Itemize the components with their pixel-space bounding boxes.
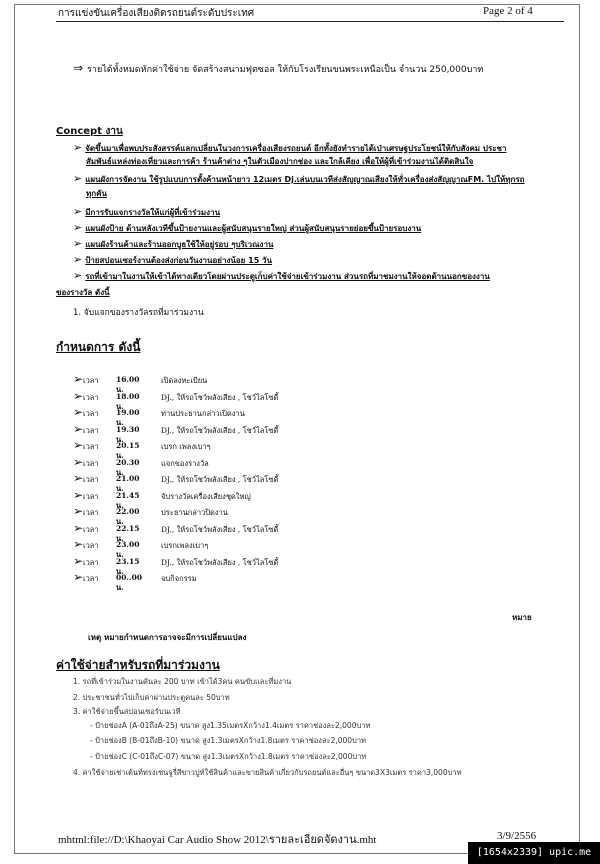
schedule-activity: DJ., ให้รถโชว์พลังเสียง , โชว์ไลโซดี้	[161, 524, 279, 534]
arrow-bullet-icon: ➢	[73, 221, 83, 234]
schedule-time: 22.00 น.	[116, 507, 140, 526]
schedule-time-label: เวลา	[83, 524, 99, 534]
expense-item: 4. ค่าใช้จ่ายเช่าเต้นท์ทรงเซนจูรี่สีขาวปูท์ใช้สินค้าและขายสินค้าเกี่ยวกับรถยนต์และอื่นๆ ขนาด3X3เมตร ราคา3,000บาท	[73, 768, 462, 777]
arrow-bullet-icon: ➢	[73, 438, 84, 452]
schedule-activity: DJ., ให้รถโชว์พลังเสียง , โชว์ไลโซดี้	[161, 557, 279, 567]
arrow-bullet-icon: ➢	[73, 253, 83, 266]
arrow-bullet-icon: ➢	[73, 237, 83, 250]
expense-item: 3. ค่าใช้จ่ายขึ้นสปอนเซอร์บนเวที	[73, 707, 181, 716]
schedule-time-label: เวลา	[83, 392, 99, 402]
schedule-time: 00..00 น.	[116, 573, 143, 592]
schedule-heading: กำหนดการ ดังนี้	[56, 340, 141, 354]
schedule-time: 19.00 น.	[116, 408, 140, 427]
concept-heading-en: Concept	[56, 126, 102, 137]
schedule-time-label: เวลา	[83, 574, 99, 583]
header-divider	[56, 21, 564, 22]
footer-date: 3/9/2556	[497, 830, 537, 842]
footer-path: mhtml:file://D:\Khaoyai Car Audio Show 2012\รายละเอียดจัดงาน.mht	[58, 834, 377, 846]
schedule-time-label: เวลา	[83, 541, 99, 550]
arrow-bullet-icon: ➢	[73, 471, 84, 485]
schedule-time: 23.00 น.	[116, 540, 140, 559]
arrow-bullet-icon: ➢	[73, 537, 84, 551]
schedule-time: 20.15 น.	[116, 441, 140, 460]
arrow-bullet-icon: ➢	[73, 421, 84, 436]
expenses-heading: ค่าใช้จ่ายสำหรับรถที่มาร่วมงาน	[56, 658, 220, 672]
arrow-bullet-icon: ➢	[73, 487, 84, 502]
arrow-bullet-icon: ➢	[73, 570, 84, 584]
concept-item: ➢ มีการรับแจกรางวัลให้แก่ผู้ที่เข้าร่วมงาน	[73, 205, 221, 218]
schedule-time: 23.15 น.	[116, 556, 140, 576]
schedule-activity: เปิดลงทะเบียน	[161, 376, 208, 385]
schedule-time-label: เวลา	[83, 557, 99, 567]
concept-heading	[56, 124, 123, 139]
note-label: หมาย	[512, 613, 532, 622]
expense-item: 1. รถที่เข้าร่วมในงานคันละ 200 บาท เข้าได้3คน คนขับและที่มงาน	[73, 677, 292, 686]
schedule-time: 22.15 น.	[116, 523, 140, 543]
concept-item: ➢ แผนผังการจัดงาน ใช้รูปแบบการตั้งค้านหน้ายาว 12เมตร Dj.เล่นบนเวทีส่งสัญญาณเสียงให้ทั่วเครื่องส่งสัญญาณFM. ไปให้ทุกรถ	[73, 172, 525, 185]
schedule-time-label: เวลา	[83, 425, 99, 435]
concept-item-cont: ของรางวัล ดังนี้	[56, 288, 110, 297]
schedule-note: เหตุ หมายกำหนดการอาจจะมีการเปลี่ยนแปลง	[88, 633, 247, 642]
schedule-time-label: เวลา	[83, 508, 99, 517]
schedule-time-label: เวลา	[83, 475, 99, 484]
schedule-activity: จบกิจกรรม	[161, 574, 197, 583]
schedule-time: 21.45 น.	[116, 490, 140, 510]
arrow-bullet-icon: ➢	[73, 504, 84, 518]
prize-numbered-item: 1. จับแจกของรางวัลรถที่มาร่วมงาน	[73, 308, 204, 318]
schedule-time: 20.30 น.	[116, 457, 140, 477]
double-arrow-icon: ⇒	[73, 61, 84, 75]
concept-item-cont: สัมพันธ์แหล่งท่องเที่ยวและการค้า ร้านค้าต่าง ๆในตัวเมืองปากช่อง และใกล้เคียง เพื่อให้ผู้ที่เข้าร่วมงานได้ติดสินใจ	[86, 157, 474, 166]
concept-item: ➢ แผนผังป้าย ด้านหลังเวทีขึ้นป้ายงานและผู้สนับสนุนรายใหญ่ ส่วนผู้สนับสนุนรายย่อยขึ้นป้ายรอบงาน	[73, 221, 422, 234]
schedule-time: 19.30 น.	[116, 424, 140, 444]
arrow-bullet-icon: ➢	[73, 141, 83, 154]
schedule-activity: ประธานกล่าวปิดงาน	[161, 508, 228, 517]
arrow-bullet-icon: ➢	[73, 269, 83, 282]
arrow-bullet-icon: ➢	[73, 553, 84, 568]
income-text: รายได้ทั้งหมดหักค่าใช้จ่าย จัดสร้างสนามฟุตซอล ให้กับโรงเรียนขนพระเหนือเป็น จำนวน 250,000บาท	[87, 65, 484, 75]
arrow-bullet-icon: ➢	[73, 405, 84, 419]
arrow-bullet-icon: ➢	[73, 205, 83, 218]
expense-subitem: - ป้ายช่องC (C-01ถึงC-07) ขนาด สูง1.3เมตรXกว้าง1.8เมตร ราคาช่องละ2,000บาท	[90, 752, 367, 761]
schedule-time: 16.00 น.	[116, 375, 140, 394]
schedule-activity: จับรางวัลเครื่องเสียงชุดใหญ่	[161, 491, 251, 501]
page-number: Page 2 of 4	[483, 5, 533, 17]
schedule-activity: เบรกเพลงเบาๆ	[161, 541, 209, 550]
schedule-time: 21.00 น.	[116, 474, 140, 493]
arrow-bullet-icon: ➢	[73, 388, 84, 403]
arrow-bullet-icon: ➢	[73, 454, 84, 469]
header-title: การแข่งขันเครื่องเสียงติดรถยนต์ระดับประเทศ	[58, 8, 255, 19]
schedule-activity: DJ., ให้รถโชว์พลังเสียง , โชว์ไลโซดี้	[161, 392, 279, 402]
income-note	[73, 61, 483, 76]
schedule-activity: แจกของรางวัล	[161, 458, 209, 468]
schedule-activity: DJ., ให้รถโชว์พลังเสียง , โชว์ไลโซดี้	[161, 475, 279, 484]
arrow-bullet-icon: ➢	[73, 172, 83, 185]
schedule-time-label: เวลา	[83, 491, 99, 501]
concept-item: ➢ ป้ายสปอนเซอร์งานต้องส่งก่อนวันงานอย่างน้อย 15 วัน	[73, 253, 272, 266]
arrow-bullet-icon: ➢	[73, 372, 84, 386]
arrow-bullet-icon: ➢	[73, 520, 84, 535]
schedule-time-label: เวลา	[83, 409, 99, 418]
expense-item: 2. ประชาชนทั่วไปเก็บค่าผ่านประตูคนละ 50บาท	[73, 693, 230, 702]
schedule-activity: ท่านประธานกล่าวเปิดงาน	[161, 409, 245, 418]
expense-subitem: - ป้ายช่องA (A-01ถึงA-25) ขนาด สูง1.35เมตรXกว้าง1.4เมตร ราคาช่องละ2,000บาท	[90, 721, 371, 730]
expense-subitem: - ป้ายช่องB (B-01ถึงB-10) ขนาด สูง1.3เมตรXกว้าง1.8เมตร ราคาช่องละ2,000บาท	[90, 736, 366, 745]
schedule-time-label: เวลา	[83, 376, 99, 385]
schedule-time-label: เวลา	[83, 458, 99, 468]
concept-item: ➢ แผนผังร้านค้าและร้านออกบูธใช้ให้อยู่รอบ ๆบริเวณงาน	[73, 237, 274, 250]
upload-watermark: [1654x2339] upic.me	[468, 842, 600, 864]
concept-item: ➢ จัดขึ้นมาเพื่อพบประสังสรรค์แลกเปลี่ยนในวงการเครื่องเสียงรถยนต์ อีกทั้งยังทำรายได้เป่าเศรษฐประโยชน์ให้กับสังคม ประชา	[73, 141, 507, 154]
schedule-activity: DJ., ให้รถโชว์พลังเสียง , โชว์ไลโซดี้	[161, 425, 279, 435]
concept-item: ➢ รถที่เข้ามาในงานให้เข้าได้ทางเดียวโดยผ่านประตูเก็บค่าใช้จ่ายเข้าร่วมงาน ส่วนรถที่มาชมงานให้จอดด้านนอกของงาน	[73, 269, 490, 282]
schedule-time: 18.00 น.	[116, 391, 140, 411]
schedule-activity: เบรก เพลงเบาๆ	[161, 442, 211, 451]
schedule-time-label: เวลา	[83, 442, 99, 451]
concept-item-cont: ทุกคัน	[86, 189, 107, 198]
concept-heading-th: งาน	[101, 126, 123, 137]
